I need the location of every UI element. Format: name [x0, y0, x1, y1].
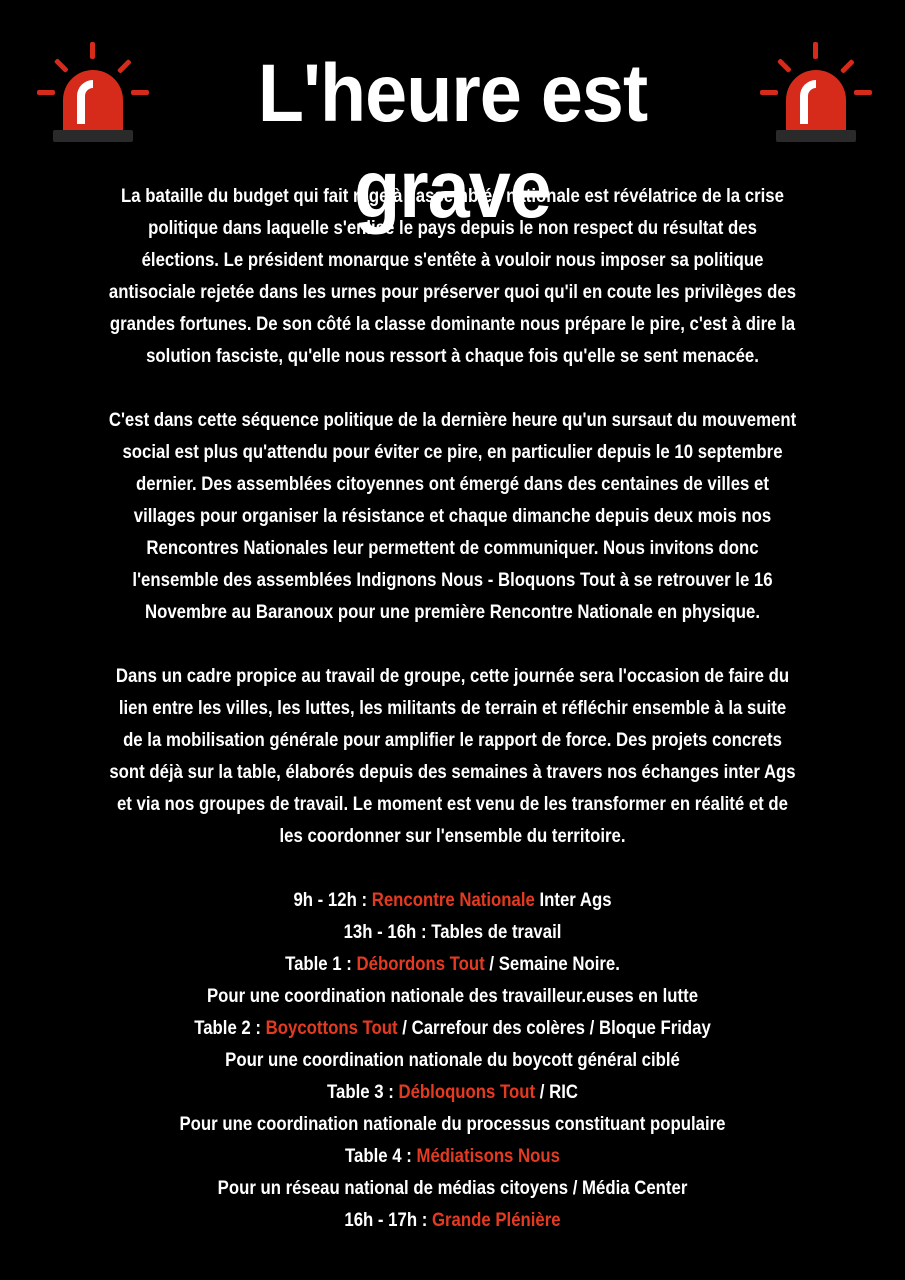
text-line: lien entre les villes, les luttes, les militants de terrain et réfléchir ensemble à la suite: [118, 697, 787, 719]
text-line: grandes fortunes. De son côté la classe dominante nous prépare le pire, c'est à dire la: [109, 313, 796, 335]
schedule-line: 13h - 16h : Tables de travail: [343, 921, 562, 943]
highlight-text: Débloquons Tout: [398, 1081, 536, 1103]
body-text: [40, 180, 865, 1236]
schedule-line: Table 3 : Débloquons Tout / RIC: [327, 1081, 578, 1103]
text-line: solution fasciste, qu'elle nous ressort à chaque fois qu'elle se sent menacée.: [146, 345, 759, 367]
paragraph-3: [98, 660, 808, 852]
text-line: Rencontres Nationales leur permettent de communiquer. Nous invitons donc: [146, 537, 759, 559]
paragraph-1: [98, 180, 808, 372]
schedule-line: 16h - 17h : Grande Plénière: [344, 1209, 561, 1231]
highlight-text: Débordons Tout: [356, 953, 485, 975]
schedule-line: Table 2 : Boycottons Tout / Carrefour des colères / Bloque Friday: [194, 1017, 711, 1039]
text-line: dernier. Des assemblées citoyennes ont émergé dans des centaines de villes et: [136, 473, 769, 495]
text-line: élections. Le président monarque s'entête à vouloir nous imposer sa politique: [141, 249, 764, 271]
schedule-line: Table 1 : Débordons Tout / Semaine Noire.: [285, 953, 620, 975]
text-line: La bataille du budget qui fait rage à l'assemblée nationale est révélatrice de la crise: [121, 185, 784, 207]
schedule-line: Table 4 : Médiatisons Nous: [345, 1145, 560, 1167]
highlight-text: Boycottons Tout: [265, 1017, 398, 1039]
text-line: sont déjà sur la table, élaborés depuis des semaines à travers nos échanges inter Ags: [109, 761, 796, 783]
text-line: les coordonner sur l'ensemble du territoire.: [279, 825, 626, 847]
schedule-line: 9h - 12h : Rencontre Nationale Inter Ags: [293, 889, 612, 911]
highlight-text: Grande Plénière: [431, 1209, 561, 1231]
text-line: politique dans laquelle s'enlise le pays depuis le non respect du résultat des: [148, 217, 757, 239]
schedule-line: Pour un réseau national de médias citoyens / Média Center: [217, 1177, 688, 1199]
schedule-line: Pour une coordination nationale du boycott général ciblé: [225, 1049, 680, 1071]
text-line: l'ensemble des assemblées Indignons Nous - Bloquons Tout à se retrouver le 16: [132, 569, 773, 591]
text-line: de la mobilisation générale pour amplifier le rapport de force. Des projets concrets: [123, 729, 782, 751]
schedule: [98, 884, 808, 1236]
siren-icon: [33, 38, 153, 148]
schedule-line: Pour une coordination nationale du processus constituant populaire: [179, 1113, 726, 1135]
text-line: villages pour organiser la résistance et chaque dimanche depuis deux mois nos: [133, 505, 772, 527]
paragraph-2: [98, 404, 808, 628]
highlight-text: Rencontre Nationale: [371, 889, 535, 911]
text-line: Dans un cadre propice au travail de groupe, cette journée sera l'occasion de faire du: [115, 665, 790, 687]
text-line: et via nos groupes de travail. Le moment est venu de les transformer en réalité et de: [116, 793, 789, 815]
page-title: L'heure est grave: [257, 48, 648, 235]
highlight-text: Médiatisons Nous: [416, 1145, 560, 1167]
siren-icon: [756, 38, 876, 148]
text-line: social est plus qu'attendu pour éviter ce pire, en particulier depuis le 10 septembre: [122, 441, 783, 463]
schedule-line: Pour une coordination nationale des travailleur.euses en lutte: [206, 985, 699, 1007]
text-line: antisociale rejetée dans les urnes pour préserver quoi qu'il en coute les privilèges des: [108, 281, 797, 303]
text-line: C'est dans cette séquence politique de la dernière heure qu'un sursaut du mouvement: [108, 409, 797, 431]
text-line: Novembre au Baranoux pour une première Rencontre Nationale en physique.: [144, 601, 761, 623]
